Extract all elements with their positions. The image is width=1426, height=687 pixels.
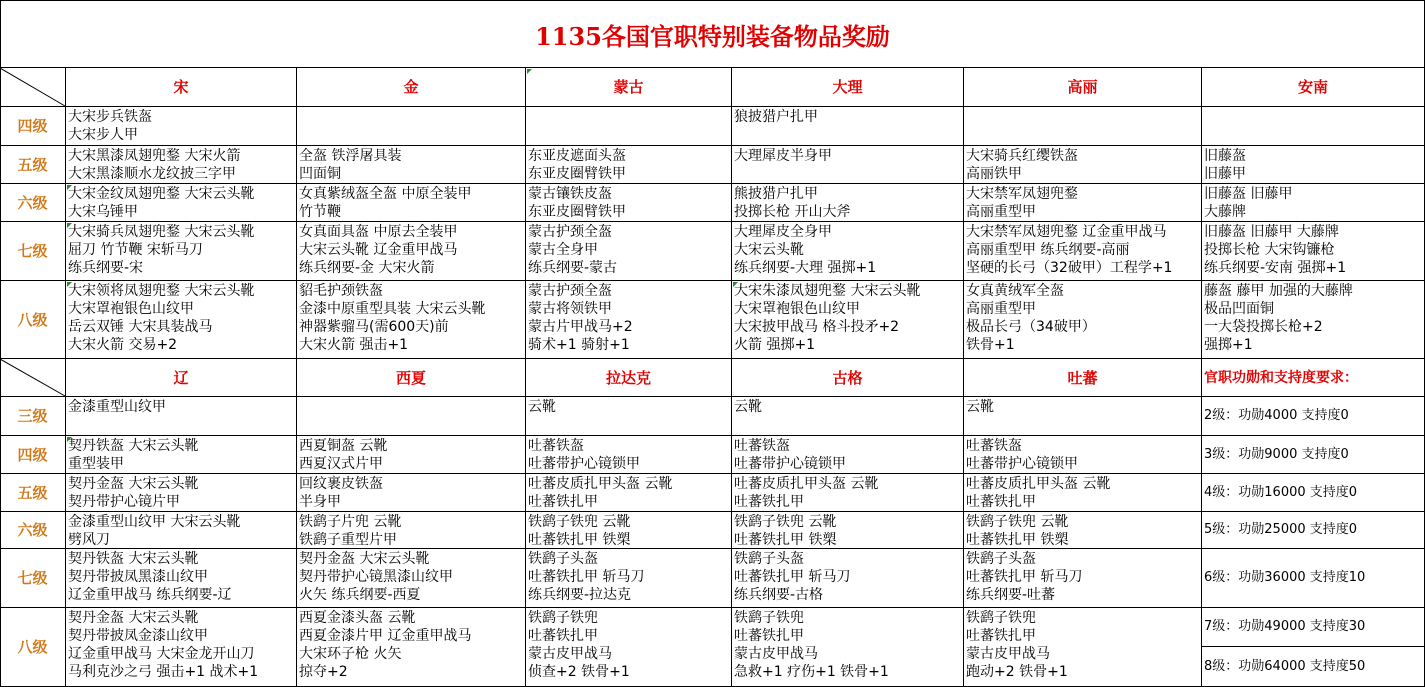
cell-line: 东亚皮遮面头盔 <box>528 148 626 164</box>
cell-line: 蒙古全身甲 <box>528 242 598 258</box>
cell-line: 狼披猎户扎甲 <box>734 109 818 125</box>
cell-line: 竹节鞭 <box>299 204 341 220</box>
cell-line: 大宋步兵铁盔 <box>68 109 152 125</box>
cell-line: 西夏铜盔 云靴 <box>299 438 388 454</box>
rank-label: 八级 <box>0 608 66 687</box>
cell-line: 一大袋投掷长枪+2 <box>1204 319 1323 335</box>
cell-line: 蒙古皮甲战马 <box>966 646 1050 662</box>
cell-line: 火箭 强掷+1 <box>734 337 816 353</box>
country-header: 辽 <box>66 359 297 397</box>
cell-line: 大宋火箭 交易+2 <box>68 337 178 353</box>
rank-label: 五级 <box>0 146 66 184</box>
cell-line: 大宋云头靴 <box>734 242 804 258</box>
cell-line: 大宋领将凤翅兜鍪 大宋云头靴 <box>68 283 255 299</box>
reward-cell <box>964 436 1202 474</box>
cell-line: 坚硬的长弓（32破甲）工程学+1 <box>966 260 1173 276</box>
country-header: 西夏 <box>297 359 526 397</box>
cell-line: 蒙古镶铁皮盔 <box>528 186 612 202</box>
cell-line: 大宋环子枪 火矢 <box>299 646 402 662</box>
reward-cell <box>66 397 297 436</box>
cell-line: 铁鹞子头盔 <box>528 551 598 567</box>
cell-line: 大宋禁军凤翅兜鍪 辽金重甲战马 <box>966 224 1167 240</box>
reward-cell <box>732 512 964 549</box>
rank-label: 四级 <box>0 107 66 146</box>
reward-cell <box>1202 107 1425 146</box>
cell-line: 大宋罩袍银色山纹甲 <box>68 301 194 317</box>
cell-line: 吐蕃铁盔 <box>734 438 790 454</box>
cell-line: 练兵纲要-古格 <box>734 587 824 603</box>
cell-line: 吐蕃铁扎甲 铁槊 <box>528 532 631 548</box>
cell-line: 大宋步人甲 <box>68 127 138 143</box>
reward-cell <box>964 549 1202 608</box>
cell-line: 投掷长枪 大宋钩镰枪 <box>1204 242 1335 258</box>
cell-line: 金漆重型山纹甲 大宋云头靴 <box>68 514 241 530</box>
cell-line: 大宋金纹凤翅兜鍪 大宋云头靴 <box>68 186 255 202</box>
reward-cell <box>964 107 1202 146</box>
cell-line: 吐蕃铁扎甲 斩马刀 <box>966 569 1083 585</box>
cell-line: 大宋骑兵红缨铁盔 <box>966 148 1078 164</box>
cell-line: 契丹金盔 大宋云头靴 <box>299 551 430 567</box>
cell-line: 契丹铁盔 大宋云头靴 <box>68 551 199 567</box>
cell-line: 云靴 <box>528 399 556 415</box>
cell-line: 神器紫骝马(需600天)前 <box>299 319 449 335</box>
reward-cell <box>964 512 1202 549</box>
reward-cell <box>732 146 964 184</box>
requirement-cell: 5级：功勋25000 支持度0 <box>1202 512 1425 549</box>
cell-line: 大宋乌锤甲 <box>68 204 138 220</box>
reward-cell <box>732 281 964 359</box>
cell-line: 金漆重型山纹甲 <box>68 399 166 415</box>
cell-line: 铁鹞子铁兜 <box>528 610 598 626</box>
cell-line: 吐蕃皮质扎甲头盔 云靴 <box>734 476 879 492</box>
reward-cell <box>297 397 526 436</box>
cell-line: 重型装甲 <box>68 456 124 472</box>
reward-cell <box>297 608 526 687</box>
cell-line: 辽金重甲战马 练兵纲要-辽 <box>68 587 232 603</box>
cell-line: 铁鹞子铁兜 云靴 <box>734 514 837 530</box>
reward-cell <box>964 281 1202 359</box>
cell-line: 吐蕃皮质扎甲头盔 云靴 <box>528 476 673 492</box>
cell-line: 铁鹞子铁兜 云靴 <box>966 514 1069 530</box>
cell-line: 练兵纲要-拉达克 <box>528 587 632 603</box>
cell-line: 极品长弓（34破甲） <box>966 319 1096 335</box>
cell-line: 蒙古护颈全盔 <box>528 283 612 299</box>
country-header: 高丽 <box>964 68 1202 107</box>
cell-line: 旧藤甲 <box>1204 166 1246 182</box>
cell-line: 西夏金漆头盔 云靴 <box>299 610 416 626</box>
cell-line: 练兵纲要-大理 强掷+1 <box>734 260 877 276</box>
cell-line: 掠夺+2 <box>299 664 348 680</box>
cell-line: 铁鹞子铁兜 云靴 <box>528 514 631 530</box>
cell-line: 吐蕃铁扎甲 <box>966 628 1036 644</box>
cell-line: 云靴 <box>734 399 762 415</box>
cell-line: 吐蕃铁扎甲 <box>528 494 598 510</box>
country-header: 吐蕃 <box>964 359 1202 397</box>
reward-cell <box>526 222 732 281</box>
reward-cell <box>732 222 964 281</box>
reward-cell <box>732 549 964 608</box>
cell-line: 吐蕃铁盔 <box>966 438 1022 454</box>
reward-cell <box>1202 184 1425 222</box>
rank-label: 六级 <box>0 512 66 549</box>
cell-line: 云靴 <box>966 399 994 415</box>
cell-line: 大宋云头靴 辽金重甲战马 <box>299 242 458 258</box>
cell-line: 女真黄绒军全盔 <box>966 283 1064 299</box>
country-header: 宋 <box>66 68 297 107</box>
cell-line: 铁鹞子片兜 云靴 <box>299 514 402 530</box>
cell-line: 吐蕃皮质扎甲头盔 云靴 <box>966 476 1111 492</box>
reward-cell <box>732 107 964 146</box>
cell-line: 全盔 铁浮屠具装 <box>299 148 402 164</box>
country-header: 金 <box>297 68 526 107</box>
cell-line: 铁骨+1 <box>966 337 1015 353</box>
reward-cell <box>66 146 297 184</box>
reward-cell <box>526 512 732 549</box>
cell-line: 契丹带披凤金漆山纹甲 <box>68 628 208 644</box>
cell-marker <box>527 69 532 74</box>
reward-cell <box>66 222 297 281</box>
cell-marker <box>67 437 72 442</box>
reward-cell <box>1202 281 1425 359</box>
requirement-cell: 6级：功勋36000 支持度10 <box>1202 549 1425 608</box>
requirement-cell: 4级：功勋16000 支持度0 <box>1202 474 1425 512</box>
country-header: 安南 <box>1202 68 1425 107</box>
cell-line: 旧藤盔 旧藤甲 <box>1204 186 1293 202</box>
cell-line: 大藤牌 <box>1204 204 1246 220</box>
requirement-cell: 2级：功勋4000 支持度0 <box>1202 397 1425 436</box>
country-header: 大理 <box>732 68 964 107</box>
cell-line: 骑术+1 骑射+1 <box>528 337 630 353</box>
cell-line: 吐蕃带护心镜锁甲 <box>966 456 1078 472</box>
cell-line: 吐蕃铁扎甲 <box>966 494 1036 510</box>
cell-line: 半身甲 <box>299 494 341 510</box>
cell-line: 大宋披甲战马 格斗投矛+2 <box>734 319 900 335</box>
cell-marker <box>67 282 72 287</box>
rank-label: 六级 <box>0 184 66 222</box>
cell-line: 投掷长枪 开山大斧 <box>734 204 851 220</box>
cell-line: 吐蕃铁扎甲 斩马刀 <box>734 569 851 585</box>
cell-line: 吐蕃铁扎甲 铁槊 <box>734 532 837 548</box>
cell-line: 高丽重型甲 <box>966 204 1036 220</box>
reward-cell <box>297 222 526 281</box>
cell-line: 吐蕃铁扎甲 <box>734 494 804 510</box>
reward-cell <box>732 436 964 474</box>
cell-line: 藤盔 藤甲 加强的大藤牌 <box>1204 283 1353 299</box>
reward-cell <box>526 107 732 146</box>
reward-cell <box>526 397 732 436</box>
cell-line: 大宋禁军凤翅兜鍪 <box>966 186 1078 202</box>
cell-line: 屈刀 竹节鞭 宋斩马刀 <box>68 242 203 258</box>
rank-label: 五级 <box>0 474 66 512</box>
rank-label: 三级 <box>0 397 66 436</box>
reward-cell <box>964 146 1202 184</box>
cell-line: 跑动+2 铁骨+1 <box>966 664 1068 680</box>
cell-line: 大理犀皮半身甲 <box>734 148 832 164</box>
requirements-header: 官职功勋和支持度要求： <box>1202 359 1425 397</box>
cell-line: 吐蕃铁扎甲 斩马刀 <box>528 569 645 585</box>
cell-line: 大宋黑漆顺水龙纹披三字甲 <box>68 166 236 182</box>
cell-line: 女真面具盔 中原去全装甲 <box>299 224 458 240</box>
cell-line: 蒙古片甲战马+2 <box>528 319 633 335</box>
rank-label: 七级 <box>0 549 66 608</box>
reward-cell <box>526 549 732 608</box>
reward-cell <box>297 146 526 184</box>
cell-line: 高丽重型甲 <box>966 301 1036 317</box>
cell-line: 东亚皮圈臂铁甲 <box>528 204 626 220</box>
cell-line: 回纹裹皮铁盔 <box>299 476 383 492</box>
cell-line: 马利克沙之弓 强击+1 战术+1 <box>68 664 259 680</box>
cell-line: 女真紫绒盔全盔 中原全装甲 <box>299 186 472 202</box>
reward-cell <box>732 474 964 512</box>
reward-cell <box>526 146 732 184</box>
cell-line: 大宋罩袍银色山纹甲 <box>734 301 860 317</box>
cell-line: 铁鹞子铁兜 <box>734 610 804 626</box>
cell-line: 练兵纲要-蒙古 <box>528 260 618 276</box>
reward-cell <box>66 107 297 146</box>
cell-line: 契丹金盔 大宋云头靴 <box>68 610 199 626</box>
cell-line: 吐蕃铁盔 <box>528 438 584 454</box>
cell-line: 大宋火箭 强击+1 <box>299 337 409 353</box>
cell-line: 火矢 练兵纲要-西夏 <box>299 587 421 603</box>
cell-line: 铁鹞子铁兜 <box>966 610 1036 626</box>
cell-line: 岳云双锤 大宋具装战马 <box>68 319 213 335</box>
reward-cell <box>297 512 526 549</box>
cell-line: 练兵纲要-吐蕃 <box>966 587 1056 603</box>
reward-cell <box>964 397 1202 436</box>
cell-line: 契丹带护心镜黑漆山纹甲 <box>299 569 453 585</box>
requirement-cell: 3级：功勋9000 支持度0 <box>1202 436 1425 474</box>
cell-line: 高丽铁甲 <box>966 166 1022 182</box>
country-header: 古格 <box>732 359 964 397</box>
reward-cell <box>526 474 732 512</box>
corner-diagonal-2 <box>0 359 66 397</box>
reward-cell <box>1202 146 1425 184</box>
cell-line: 蒙古护颈全盔 <box>528 224 612 240</box>
corner-diagonal-1 <box>0 68 66 107</box>
cell-line: 契丹带护心镜片甲 <box>68 494 180 510</box>
rank-label: 四级 <box>0 436 66 474</box>
cell-line: 大宋骑兵凤翅兜鍪 大宋云头靴 <box>68 224 255 240</box>
requirement-cell: 8级：功勋64000 支持度50 <box>1202 647 1425 687</box>
cell-line: 契丹铁盔 大宋云头靴 <box>68 438 199 454</box>
cell-line: 西夏汉式片甲 <box>299 456 383 472</box>
cell-line: 高丽重型甲 练兵纲要-高丽 <box>966 242 1130 258</box>
reward-cell <box>297 474 526 512</box>
cell-line: 熊披猎户扎甲 <box>734 186 818 202</box>
cell-line: 极品凹面铜 <box>1204 301 1274 317</box>
cell-line: 急救+1 疗伤+1 铁骨+1 <box>734 664 889 680</box>
cell-line: 练兵纲要-宋 <box>68 260 144 276</box>
reward-cell <box>66 474 297 512</box>
cell-line: 侦查+2 铁骨+1 <box>528 664 630 680</box>
cell-line: 蒙古皮甲战马 <box>528 646 612 662</box>
cell-line: 大理犀皮全身甲 <box>734 224 832 240</box>
requirement-cell: 7级：功勋49000 支持度30 <box>1202 608 1425 647</box>
cell-line: 大宋朱漆凤翅兜鍪 大宋云头靴 <box>734 283 921 299</box>
reward-cell <box>526 608 732 687</box>
cell-line: 练兵纲要-金 大宋火箭 <box>299 260 435 276</box>
reward-cell <box>66 281 297 359</box>
cell-line: 练兵纲要-安南 强掷+1 <box>1204 260 1347 276</box>
country-header: 蒙古 <box>526 68 732 107</box>
cell-line: 旧藤盔 <box>1204 148 1246 164</box>
reward-cell <box>964 222 1202 281</box>
reward-cell <box>732 184 964 222</box>
cell-line: 吐蕃铁扎甲 铁槊 <box>966 532 1069 548</box>
cell-line: 蒙古皮甲战马 <box>734 646 818 662</box>
cell-line: 东亚皮圈臂铁甲 <box>528 166 626 182</box>
reward-cell <box>66 512 297 549</box>
reward-cell <box>964 184 1202 222</box>
reward-cell <box>526 281 732 359</box>
reward-cell <box>732 608 964 687</box>
reward-cell <box>66 608 297 687</box>
cell-marker <box>67 223 72 228</box>
cell-line: 契丹带披凤黑漆山纹甲 <box>68 569 208 585</box>
reward-cell <box>964 474 1202 512</box>
cell-line: 貂毛护颈铁盔 <box>299 283 383 299</box>
rank-label: 八级 <box>0 281 66 359</box>
cell-line: 蒙古将领铁甲 <box>528 301 612 317</box>
reward-cell <box>297 549 526 608</box>
cell-marker <box>67 185 72 190</box>
reward-cell <box>1202 222 1425 281</box>
cell-marker <box>733 282 738 287</box>
reward-cell <box>732 397 964 436</box>
cell-line: 铁鹞子头盔 <box>966 551 1036 567</box>
country-header: 拉达克 <box>526 359 732 397</box>
sheet-title: 1135各国官职特别装备物品奖励 <box>0 0 1425 68</box>
cell-line: 金漆中原重型具装 大宋云头靴 <box>299 301 486 317</box>
cell-line: 铁鹞子头盔 <box>734 551 804 567</box>
rank-label: 七级 <box>0 222 66 281</box>
cell-line: 吐蕃铁扎甲 <box>734 628 804 644</box>
cell-line: 西夏金漆片甲 辽金重甲战马 <box>299 628 472 644</box>
reward-cell <box>66 549 297 608</box>
cell-line: 吐蕃铁扎甲 <box>528 628 598 644</box>
cell-line: 凹面铜 <box>299 166 341 182</box>
reward-cell <box>526 184 732 222</box>
reward-cell <box>297 107 526 146</box>
cell-line: 吐蕃带护心镜锁甲 <box>734 456 846 472</box>
cell-line: 契丹金盔 大宋云头靴 <box>68 476 199 492</box>
reward-cell <box>297 281 526 359</box>
cell-line: 劈风刀 <box>68 532 110 548</box>
cell-line: 旧藤盔 旧藤甲 大藤牌 <box>1204 224 1339 240</box>
reward-cell <box>297 184 526 222</box>
cell-line: 铁鹞子重型片甲 <box>299 532 397 548</box>
cell-line: 辽金重甲战马 大宋金龙开山刀 <box>68 646 255 662</box>
cell-line: 吐蕃带护心镜锁甲 <box>528 456 640 472</box>
grid-left-border <box>0 68 1 687</box>
reward-cell <box>964 608 1202 687</box>
reward-cell <box>526 436 732 474</box>
reward-cell <box>66 184 297 222</box>
reward-cell <box>66 436 297 474</box>
reward-cell <box>297 436 526 474</box>
cell-line: 大宋黑漆凤翅兜鍪 大宋火箭 <box>68 148 241 164</box>
cell-line: 强掷+1 <box>1204 337 1253 353</box>
